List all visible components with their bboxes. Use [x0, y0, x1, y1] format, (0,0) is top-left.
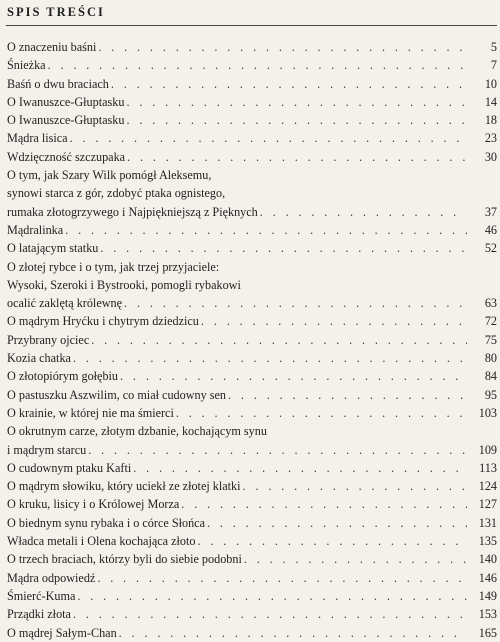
toc-page-number: 80 — [484, 351, 497, 366]
toc-entry-title: ocalić zaklętą królewnę — [7, 296, 123, 311]
dot-leader — [119, 624, 467, 642]
toc-entry — [7, 221, 497, 239]
toc-entry — [7, 75, 497, 93]
dot-leader — [124, 294, 467, 312]
dot-leader — [197, 532, 467, 550]
toc-entry-title: Wdzięczność szczupaka — [7, 149, 126, 164]
toc-entry-title: O biednym synu rybaka i o córce Słońca — [7, 515, 205, 530]
dot-leader — [98, 38, 467, 56]
toc-entry-title: Baśń o dwu braciach — [7, 76, 109, 91]
toc-entry-line: O okrutnym carze, złotym dzbanie, kochającym synu — [7, 424, 267, 439]
toc-page-number: 37 — [484, 204, 497, 219]
toc-entry — [7, 459, 497, 477]
toc-entry — [7, 203, 497, 221]
toc-entry — [7, 404, 497, 422]
toc-entry — [7, 312, 497, 330]
toc-entry-title: O mądrej Sałym-Chan — [7, 625, 117, 640]
page-heading: SPIS TREŚCI — [7, 5, 105, 19]
toc-entry — [7, 111, 497, 129]
toc-page-number: 140 — [478, 552, 497, 567]
toc-page-number: 103 — [478, 405, 497, 420]
dot-leader — [73, 349, 467, 367]
dot-leader — [207, 514, 467, 532]
toc-entry-title: O trzech braciach, którzy byli do siebie podobni — [7, 552, 242, 567]
toc-entry — [7, 550, 497, 568]
dot-leader — [100, 239, 467, 257]
toc-entry-title: O Iwanuszce-Głuptasku — [7, 94, 125, 109]
toc-entry-line: Wysoki, Szeroki i Bystrooki, pomogli rybakowi — [7, 277, 241, 292]
toc-entry-title: Mądra lisica — [7, 131, 68, 146]
toc-entry-title: O latającym statku — [7, 241, 99, 256]
dot-leader — [181, 495, 467, 513]
toc-entry-title: O złotopiórym gołębiu — [7, 369, 119, 384]
toc-page-number: 124 — [478, 479, 497, 494]
toc-page-number: 14 — [484, 94, 497, 109]
dot-leader — [65, 221, 467, 239]
toc-entry — [7, 148, 497, 166]
toc-page-number: 95 — [484, 387, 497, 402]
dot-leader — [48, 56, 467, 74]
dot-leader — [77, 587, 467, 605]
toc-entry — [7, 367, 497, 385]
toc-page-number: 52 — [484, 241, 497, 256]
toc-page-number: 149 — [478, 588, 497, 603]
dot-leader — [120, 367, 467, 385]
dot-leader — [73, 605, 467, 623]
toc-entry-title: Przybrany ojciec — [7, 332, 90, 347]
toc-page-number: 165 — [478, 625, 497, 640]
toc-page-number: 131 — [478, 515, 497, 530]
toc-entry — [7, 495, 497, 513]
dot-leader — [243, 477, 467, 495]
dot-leader — [111, 75, 467, 93]
toc-entry — [7, 239, 497, 257]
toc-entry-title: Śnieżka — [7, 58, 46, 73]
toc-page-number: 109 — [478, 442, 497, 457]
toc-entry-title: O cudownym ptaku Kafti — [7, 460, 132, 475]
toc-entry — [7, 331, 497, 349]
toc-entry-title: Mądralinka — [7, 222, 64, 237]
toc-entry — [7, 56, 497, 74]
toc-page-number: 153 — [478, 607, 497, 622]
dot-leader — [70, 129, 467, 147]
toc-entry-title: O krainie, w której nie ma śmierci — [7, 405, 174, 420]
table-of-contents — [7, 38, 497, 642]
heading-rule — [6, 25, 497, 26]
toc-entry — [7, 569, 497, 587]
toc-entry — [7, 386, 497, 404]
dot-leader — [127, 148, 467, 166]
toc-entry-title: Władca metali i Olena kochająca złoto — [7, 534, 196, 549]
toc-entry — [7, 477, 497, 495]
toc-entry — [7, 93, 497, 111]
dot-leader — [126, 93, 467, 111]
toc-page-number: 75 — [484, 332, 497, 347]
toc-entry-title: O Iwanuszce-Głuptasku — [7, 113, 125, 128]
toc-entry-title: Prządki złota — [7, 607, 71, 622]
toc-page-number: 146 — [478, 570, 497, 585]
toc-entry-title: O mądrym słowiku, który uciekł ze złotej klatki — [7, 479, 241, 494]
toc-entry-line: O złotej rybce i o tym, jak trzej przyjaciele: — [7, 259, 220, 274]
toc-page-number: 84 — [484, 369, 497, 384]
dot-leader — [97, 569, 467, 587]
toc-entry — [7, 38, 497, 56]
dot-leader — [244, 550, 467, 568]
toc-entry — [7, 624, 497, 642]
toc-entry-line: synowi starca z gór, zdobyć ptaka ognistego, — [7, 186, 226, 201]
toc-entry — [7, 514, 497, 532]
dot-leader — [133, 459, 467, 477]
dot-leader — [91, 331, 467, 349]
toc-page-number: 23 — [484, 131, 497, 146]
toc-page-number: 127 — [478, 497, 497, 512]
toc-entry — [7, 605, 497, 623]
toc-page-number: 7 — [490, 58, 497, 73]
toc-page-number: 46 — [484, 222, 497, 237]
toc-page-number: 72 — [484, 314, 497, 329]
toc-entry — [7, 441, 497, 459]
dot-leader — [228, 386, 467, 404]
toc-entry-title: O kruku, lisicy i o Królowej Morza — [7, 497, 180, 512]
toc-page-number: 113 — [479, 460, 497, 475]
toc-entry-title: i mądrym starcu — [7, 442, 87, 457]
dot-leader — [176, 404, 467, 422]
toc-entry-line: O tym, jak Szary Wilk pomógł Aleksemu, — [7, 168, 212, 183]
toc-entry-title: Śmierć-Kuma — [7, 588, 76, 603]
toc-page-number: 10 — [484, 76, 497, 91]
dot-leader — [201, 312, 467, 330]
toc-page-number: 18 — [484, 113, 497, 128]
toc-entry — [7, 587, 497, 605]
toc-entry-title: rumaka złotogrzywego i Najpiękniejszą z Pięknych — [7, 204, 258, 219]
toc-entry — [7, 129, 497, 147]
toc-entry — [7, 532, 497, 550]
toc-entry-title: O znaczeniu baśni — [7, 40, 97, 54]
toc-page-number: 5 — [490, 40, 497, 54]
toc-page-number: 135 — [478, 534, 497, 549]
dot-leader — [88, 441, 467, 459]
toc-entry-title: Kozia chatka — [7, 351, 71, 366]
toc-entry-title: O mądrym Hryćku i chytrym dziedzicu — [7, 314, 199, 329]
toc-entry-title: Mądra odpowiedź — [7, 570, 96, 585]
dot-leader — [126, 111, 467, 129]
toc-entry-title: O pastuszku Aszwilim, co miał cudowny sen — [7, 387, 227, 402]
toc-page-number: 63 — [484, 296, 497, 311]
dot-leader — [260, 203, 467, 221]
toc-entry — [7, 349, 497, 367]
toc-page-number: 30 — [484, 149, 497, 164]
toc-entry — [7, 294, 497, 312]
